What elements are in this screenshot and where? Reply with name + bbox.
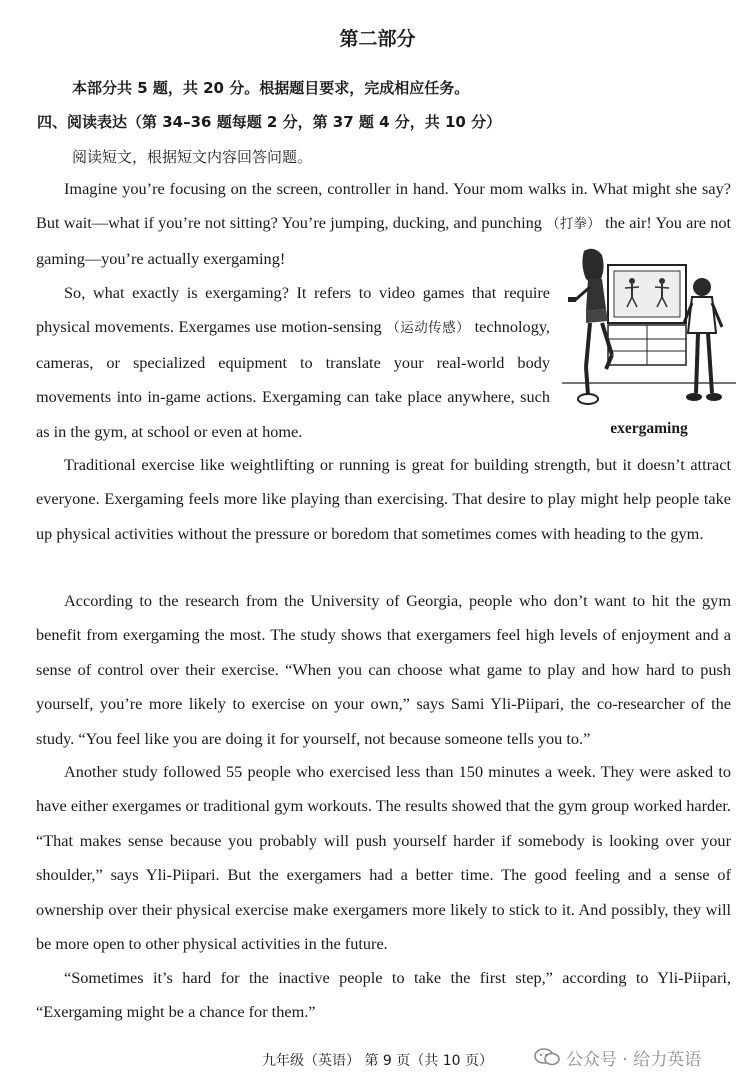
section-title: 第二部分: [339, 28, 416, 50]
wechat-official-account-icon: [534, 1047, 560, 1067]
question-heading: 四、阅读表达（第 34–36 题每题 2 分，第 37 题 4 分，共 10 分）: [37, 113, 502, 131]
paragraph-4: According to the research from the University of Georgia, people who don’t want to hit the gym benefit from exergaming the most. The study shows that exergamers feel high levels of enjoyment and a sense of control over their exercise. “When you can choose what game to play and how hard to push yourself, you’re more likely to exercise on your own,” says Sami Yli-Piipari, the co-researcher of the study. “You feel like you are doing it for yourself, not because someone tells you to.”: [36, 591, 731, 748]
reading-instruction: 阅读短文，根据短文内容回答问题。: [72, 148, 313, 166]
section-instruction: 本部分共 5 题，共 20 分。根据题目要求，完成相应任务。: [72, 79, 470, 97]
paragraph-6: “Sometimes it’s hard for the inactive people to take the first step,” according to Yli-Piipari, “Exergaming might be a chance for them.”: [36, 968, 731, 1022]
watermark-text: 公众号 · 给力英语: [566, 1049, 702, 1070]
paragraph-3: Traditional exercise like weightlifting or running is great for building strength, but it doesn’t attract everyone. Exergaming feels more like playing than exercising. That desire to play might help people take up physical activities without the pressure or boredom that sometimes comes with heading to the gym.: [36, 455, 731, 543]
page-footer: 九年级（英语） 第 9 页（共 10 页）: [262, 1053, 493, 1069]
figure-caption: exergaming: [610, 420, 688, 437]
watermark: [534, 1044, 701, 1070]
paragraph-2: So, what exactly is exergaming? It refers to video games that require physical movements. Exergames use motion-sensing （运动传感） technology, cameras, or specialized equipment to translate your real-world body movements into in-game actions. Exergaming can take place anywhere, such as in the gym, at school or even at home.: [36, 283, 550, 441]
paragraph-5: Another study followed 55 people who exercised less than 150 minutes a week. They were asked to have either exergames or traditional gym workouts. The results showed that the gym group worked harder. “That makes sense because you probably will push yourself harder if somebody is looking over your shoulder,” says Yli-Piipari. But the exergamers had a better time. The good feeling and a sense of ownership over their physical exercise make exergamers more likely to stick to it. And possibly, they will be more open to other physical activities in the future.: [36, 762, 731, 954]
exergaming-illustration: [562, 243, 736, 417]
paragraph-1: Imagine you’re focusing on the screen, controller in hand. Your mom walks in. What might she say? But wait—what if you’re not sitting? You’re jumping, ducking, and punching （打拳） the air! You are not gaming—you’re actually exergaming!: [36, 179, 732, 268]
